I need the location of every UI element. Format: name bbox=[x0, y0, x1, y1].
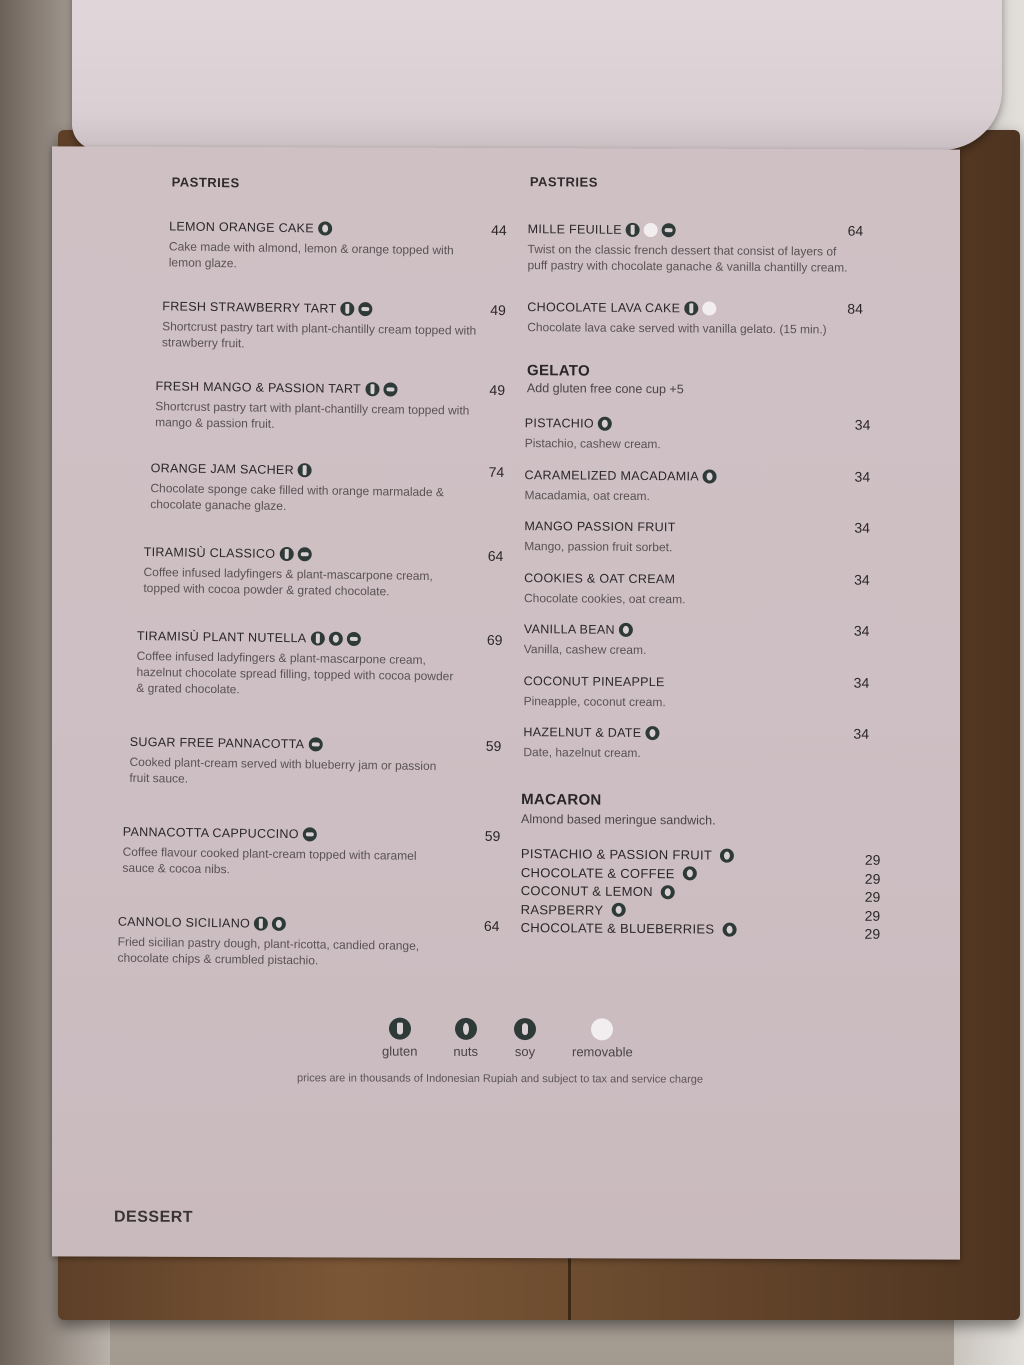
macaron-name: CHOCOLATE & COFFEE bbox=[520, 864, 675, 881]
item-name: HAZELNUT & DATE bbox=[523, 725, 642, 740]
item-name: PANNACOTTA CAPPUCCINO bbox=[122, 824, 299, 842]
macaron-item bbox=[521, 846, 734, 863]
nuts-icon bbox=[328, 632, 342, 646]
macaron-item bbox=[521, 865, 697, 881]
menu-item bbox=[525, 414, 885, 454]
menu-item bbox=[162, 297, 553, 355]
soy-icon bbox=[514, 1018, 536, 1040]
menu-item bbox=[129, 733, 520, 791]
allergen-legend bbox=[382, 1018, 633, 1060]
macaron-item bbox=[521, 902, 626, 918]
legend-item-nuts bbox=[453, 1018, 478, 1059]
item-description: Fried sicilian pastry dough, plant-ricotta, candied orange, chocolate chips & crumbled pistachio. bbox=[117, 934, 420, 968]
legend-label: removable bbox=[572, 1044, 633, 1060]
legend-item-removable bbox=[572, 1018, 633, 1059]
item-price: 69 bbox=[486, 631, 503, 649]
item-name: COCONUT PINEAPPLE bbox=[523, 673, 665, 689]
item-name: MILLE FEUILLE bbox=[527, 222, 622, 237]
macaron-item bbox=[521, 920, 737, 937]
item-name: CHOCOLATE LAVA CAKE bbox=[527, 300, 681, 316]
turned-page bbox=[72, 0, 1002, 150]
removable-icon bbox=[591, 1018, 613, 1040]
item-description: Chocolate sponge cake filled with orange marmalade & chocolate ganache glaze. bbox=[150, 481, 445, 513]
item-description: Vanilla, cashew cream. bbox=[523, 642, 647, 658]
item-name-row bbox=[525, 468, 717, 484]
nuts-icon bbox=[645, 726, 659, 740]
item-price: 64 bbox=[487, 547, 504, 565]
menu-item bbox=[524, 672, 884, 712]
item-price: 49 bbox=[490, 301, 506, 319]
menu-item bbox=[122, 823, 513, 881]
nuts-icon bbox=[611, 903, 625, 917]
removable-icon bbox=[644, 223, 658, 237]
soy-icon bbox=[303, 827, 317, 841]
macaron-price: 29 bbox=[864, 870, 881, 887]
menu-item bbox=[150, 459, 541, 517]
item-description: Macadamia, oat cream. bbox=[524, 487, 650, 503]
gluten-icon bbox=[298, 463, 312, 477]
nuts-icon bbox=[720, 848, 734, 862]
item-name-row bbox=[527, 300, 716, 315]
soy-icon bbox=[308, 737, 322, 751]
item-name-row bbox=[524, 519, 675, 534]
gluten-icon bbox=[310, 631, 324, 645]
item-name-row bbox=[162, 299, 372, 316]
item-description: Shortcrust pastry tart with plant-chantilly cream topped with mango & passion fruit. bbox=[155, 399, 470, 431]
item-description: Coffee flavour cooked plant-cream topped with caramel sauce & cocoa nibs. bbox=[122, 844, 417, 877]
legend-label: gluten bbox=[382, 1043, 418, 1059]
menu-item bbox=[136, 627, 527, 701]
section-title-pastries-left: PASTRIES bbox=[171, 174, 240, 191]
item-name-row bbox=[155, 379, 397, 396]
item-description: Coffee infused ladyfingers & plant-mascarpone cream, hazelnut chocolate spread filling, topped with cocoa powder & grated chocolate. bbox=[136, 648, 454, 697]
item-name: CARAMELIZED MACADAMIA bbox=[524, 467, 699, 483]
item-name-row bbox=[137, 629, 361, 646]
menu-item bbox=[523, 723, 883, 763]
item-description: Date, hazelnut cream. bbox=[523, 745, 641, 760]
gluten-icon bbox=[684, 301, 698, 315]
item-price: 59 bbox=[484, 827, 501, 845]
section-title-pastries-right: PASTRIES bbox=[529, 174, 598, 190]
item-name-row bbox=[144, 545, 312, 561]
item-name: VANILLA BEAN bbox=[523, 622, 615, 637]
item-name-row bbox=[523, 725, 659, 740]
item-name: LEMON ORANGE CAKE bbox=[169, 219, 314, 236]
right-column bbox=[520, 148, 884, 942]
menu-item bbox=[524, 620, 884, 660]
item-price: 44 bbox=[491, 221, 507, 239]
item-name: TIRAMISÙ CLASSICO bbox=[143, 545, 276, 561]
nuts-icon bbox=[703, 469, 717, 483]
item-description: Chocolate lava cake served with vanilla gelato. (15 min.) bbox=[527, 320, 827, 337]
item-description: Twist on the classic french dessert that consist of layers of puff pastry with chocolate ganache & vanilla chantilly cream. bbox=[527, 242, 848, 275]
macaron-name: PISTACHIO & PASSION FRUIT bbox=[520, 846, 713, 863]
menu-item bbox=[524, 517, 884, 557]
macaron-price: 29 bbox=[864, 851, 881, 868]
item-price: 74 bbox=[488, 463, 505, 481]
menu-page bbox=[52, 146, 960, 1259]
item-price: 64 bbox=[847, 222, 864, 239]
item-name: SUGAR FREE PANNACOTTA bbox=[129, 734, 305, 752]
item-description: Pineapple, coconut cream. bbox=[523, 693, 666, 709]
item-name-row bbox=[524, 674, 665, 689]
item-name-row bbox=[118, 915, 286, 931]
menu-item bbox=[117, 913, 508, 971]
item-name: CANNOLO SICILIANO bbox=[117, 914, 251, 931]
soy-icon bbox=[662, 223, 676, 237]
nuts-icon bbox=[619, 623, 633, 637]
item-price: 59 bbox=[485, 737, 502, 755]
gluten-icon bbox=[389, 1018, 411, 1040]
legend-item-soy bbox=[514, 1018, 536, 1059]
item-name-row bbox=[525, 416, 612, 431]
item-name: ORANGE JAM SACHER bbox=[150, 461, 295, 478]
nuts-icon bbox=[722, 922, 736, 936]
item-price: 64 bbox=[483, 917, 500, 934]
nuts-icon bbox=[683, 866, 697, 880]
gluten-icon bbox=[365, 382, 379, 396]
legend-label: nuts bbox=[453, 1043, 478, 1059]
nuts-icon bbox=[318, 221, 332, 235]
menu-item bbox=[169, 217, 560, 275]
item-name: FRESH MANGO & PASSION TART bbox=[155, 379, 362, 397]
nuts-icon bbox=[455, 1018, 477, 1040]
item-description: Mango, passion fruit sorbet. bbox=[524, 539, 673, 555]
macaron-price: 29 bbox=[864, 888, 881, 905]
item-price: 34 bbox=[854, 519, 870, 536]
item-name-row bbox=[524, 622, 633, 637]
item-name: COOKIES & OAT CREAM bbox=[524, 570, 676, 586]
item-price: 34 bbox=[854, 468, 871, 485]
item-description: Cake made with almond, lemon & orange topped with lemon glaze. bbox=[168, 239, 454, 271]
nuts-icon bbox=[598, 417, 612, 431]
legend-label: soy bbox=[514, 1044, 536, 1060]
macaron-price: 29 bbox=[864, 907, 881, 924]
left-column bbox=[117, 147, 510, 968]
nuts-icon bbox=[272, 917, 286, 931]
item-price: 34 bbox=[853, 622, 870, 639]
menu-item bbox=[143, 543, 534, 601]
menu-item bbox=[527, 298, 887, 338]
item-name: FRESH STRAWBERRY TART bbox=[162, 299, 337, 316]
item-price: 34 bbox=[853, 674, 870, 691]
nuts-icon bbox=[661, 885, 675, 899]
item-price: 34 bbox=[854, 416, 871, 433]
item-name: MANGO PASSION FRUIT bbox=[524, 519, 676, 535]
item-price: 49 bbox=[489, 381, 506, 399]
item-price: 34 bbox=[854, 571, 870, 588]
gluten-icon bbox=[340, 302, 354, 316]
item-description: Cooked plant-cream served with blueberry jam or passion fruit sauce. bbox=[129, 754, 437, 786]
macaron-title: MACARON bbox=[521, 791, 602, 809]
item-name: TIRAMISÙ PLANT NUTELLA bbox=[136, 628, 307, 646]
macaron-name: COCONUT & LEMON bbox=[520, 883, 653, 900]
gelato-note: Add gluten free cone cup +5 bbox=[526, 381, 684, 397]
menu-item bbox=[527, 220, 887, 276]
gluten-icon bbox=[254, 917, 268, 931]
macaron-note: Almond based meringue sandwich. bbox=[521, 812, 716, 828]
item-name-row bbox=[151, 461, 312, 477]
item-description: Chocolate cookies, oat cream. bbox=[524, 590, 686, 606]
removable-icon bbox=[702, 301, 716, 315]
item-description: Shortcrust pastry tart with plant-chantilly cream topped with strawberry fruit. bbox=[161, 319, 477, 351]
gluten-icon bbox=[279, 547, 293, 561]
item-name: PISTACHIO bbox=[524, 416, 594, 431]
soy-icon bbox=[383, 382, 397, 396]
macaron-price: 29 bbox=[864, 925, 881, 942]
soy-icon bbox=[358, 302, 372, 316]
item-description: Coffee infused ladyfingers & plant-mascarpone cream, topped with cocoa powder & grated chocolate. bbox=[143, 565, 433, 599]
item-description: Pistachio, cashew cream. bbox=[524, 436, 661, 452]
macaron-name: RASPBERRY bbox=[520, 901, 604, 918]
item-name-row bbox=[123, 825, 317, 842]
soy-icon bbox=[346, 632, 360, 646]
item-name-row bbox=[524, 571, 675, 586]
item-name-row bbox=[130, 735, 323, 752]
item-name-row bbox=[528, 222, 676, 237]
item-name-row bbox=[169, 219, 332, 235]
page-label: DESSERT bbox=[114, 1208, 194, 1226]
gelato-title: GELATO bbox=[526, 362, 590, 380]
legend-item-gluten bbox=[382, 1018, 417, 1059]
macaron-name: CHOCOLATE & BLUEBERRIES bbox=[520, 920, 715, 937]
item-price: 34 bbox=[853, 725, 870, 742]
gluten-icon bbox=[626, 223, 640, 237]
macaron-item bbox=[521, 883, 675, 899]
menu-item bbox=[524, 466, 884, 506]
menu-item bbox=[524, 569, 884, 609]
price-footnote: prices are in thousands of Indonesian Rupiah and subject to tax and service charge bbox=[297, 1072, 704, 1086]
item-price: 84 bbox=[847, 300, 863, 317]
menu-item bbox=[155, 377, 546, 435]
soy-icon bbox=[297, 547, 311, 561]
